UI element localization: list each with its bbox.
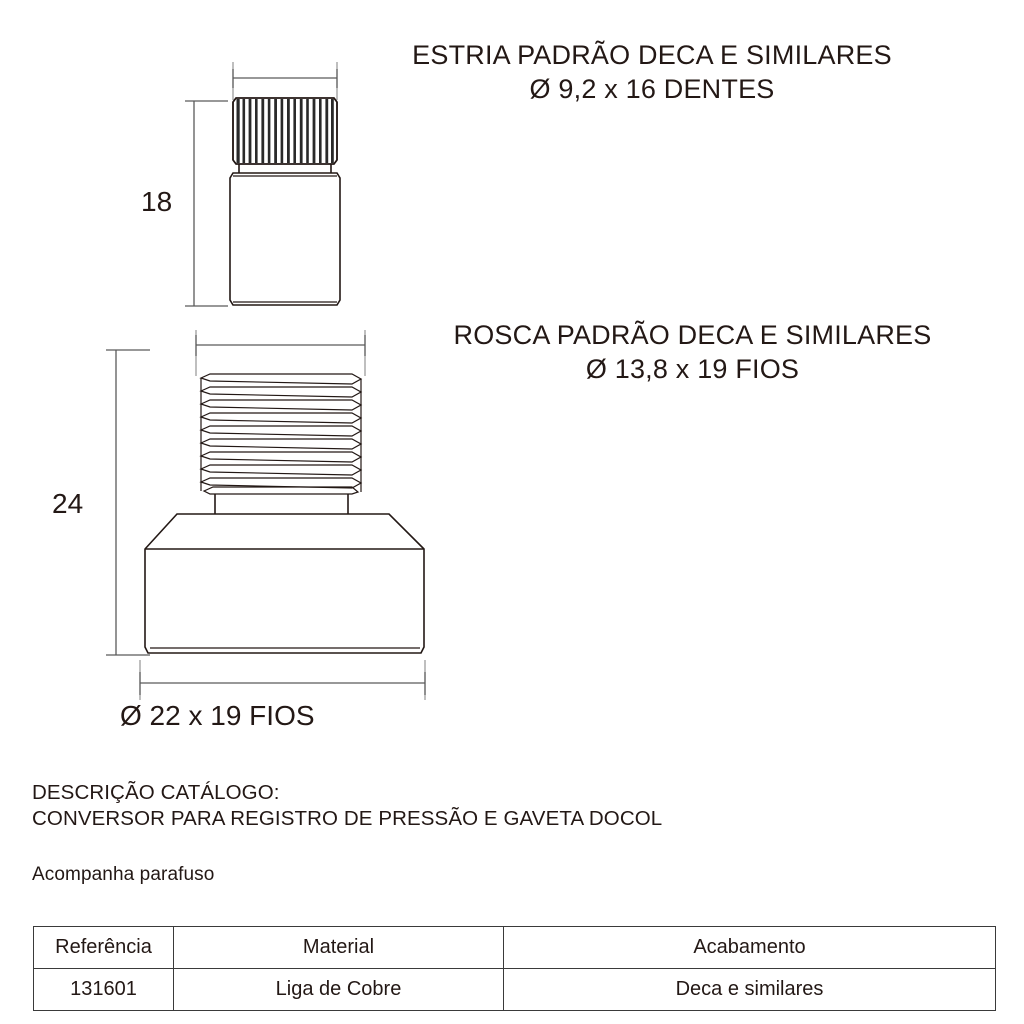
- description-body: CONVERSOR PARA REGISTRO DE PRESSÃO E GAVETA DOCOL: [32, 807, 663, 830]
- description-block: [32, 780, 852, 888]
- table-header-acabamento: Acabamento: [504, 927, 996, 969]
- thread-callout-line2: Ø 13,8 x 19 FIOS: [585, 354, 800, 384]
- upper-width-dimension: [233, 69, 337, 88]
- table-cell-referencia: 131601: [34, 969, 174, 1011]
- thread-callout: [400, 318, 985, 386]
- table-row: [34, 969, 996, 1011]
- spline-callout-line1: ESTRIA PADRÃO DECA E SIMILARES: [412, 40, 892, 70]
- base-diameter-label: Ø 22 x 19 FIOS: [120, 700, 315, 731]
- thread-width-dimension: [196, 335, 365, 356]
- spec-table: [33, 926, 996, 1011]
- table-cell-acabamento: Deca e similares: [504, 969, 996, 1011]
- base-width-dimension: [140, 672, 425, 695]
- upper-height-dimension: [185, 101, 228, 306]
- spline-callout-line2: Ø 9,2 x 16 DENTES: [529, 74, 775, 104]
- table-cell-material: Liga de Cobre: [174, 969, 504, 1011]
- upper-part-drawing: [185, 62, 340, 306]
- lower-part-drawing: [106, 330, 425, 700]
- table-header-row: [34, 927, 996, 969]
- description-heading: DESCRIÇÃO CATÁLOGO:: [32, 781, 280, 804]
- thread-callout-line1: ROSCA PADRÃO DECA E SIMILARES: [453, 320, 932, 350]
- lower-height-dimension: [106, 350, 150, 655]
- table-header-referencia: Referência: [34, 927, 174, 969]
- spline-callout: [352, 38, 952, 106]
- table-header-material: Material: [174, 927, 504, 969]
- description-note: Acompanha parafuso: [32, 864, 215, 885]
- lower-height-dimension-label: 24: [52, 488, 84, 519]
- upper-height-dimension-label: 18: [141, 186, 173, 217]
